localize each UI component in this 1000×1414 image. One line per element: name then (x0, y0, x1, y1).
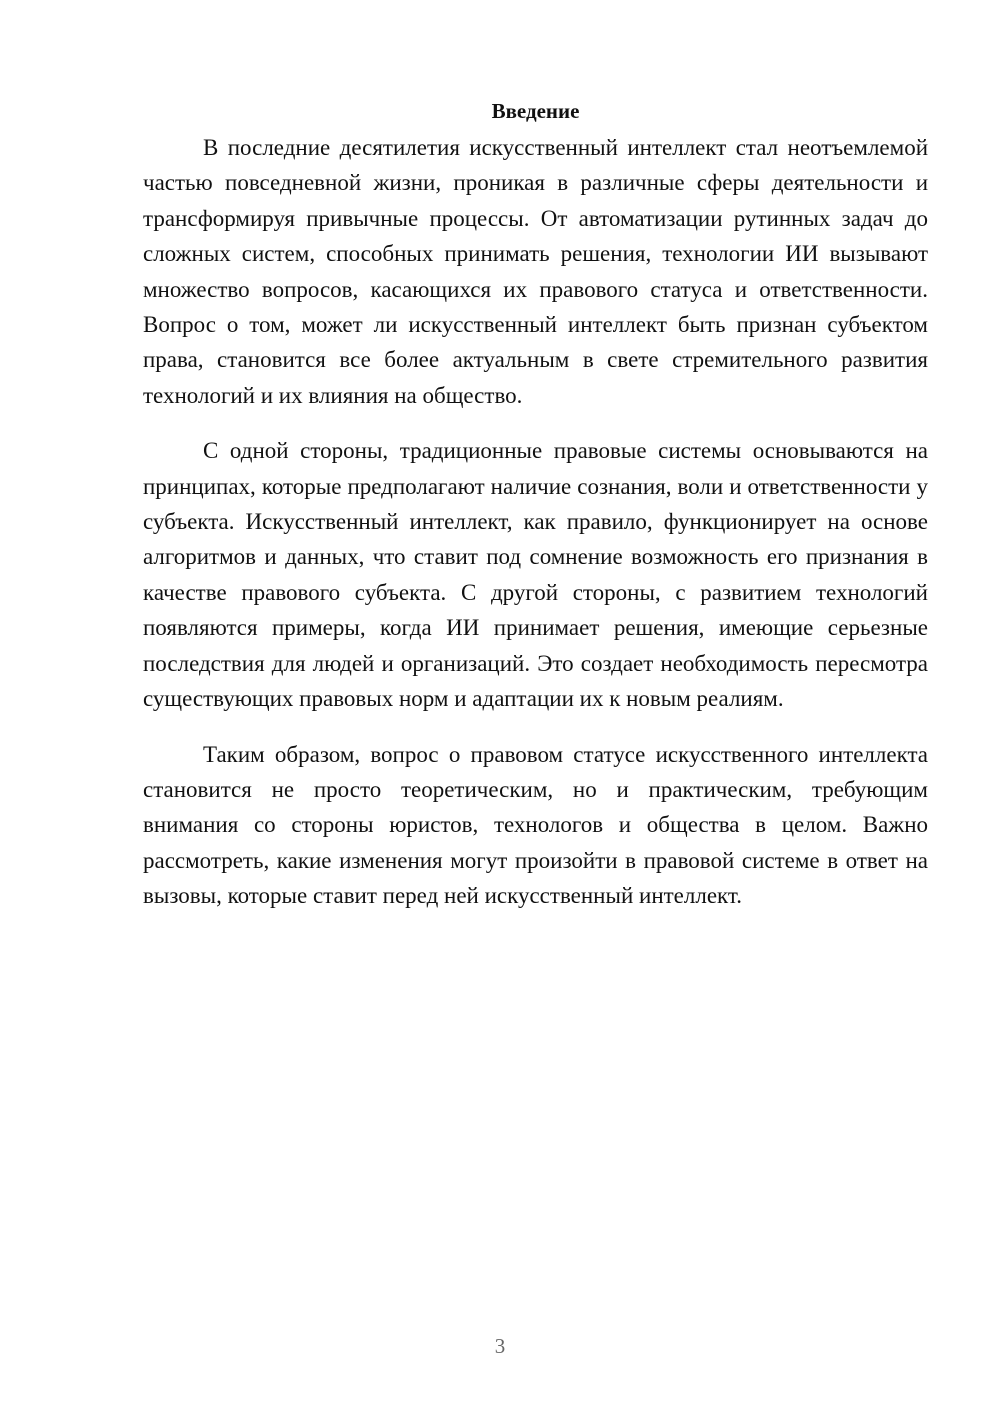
paragraph-3: Таким образом, вопрос о правовом статусе искусственного интеллекта становится не просто теоретическим, но и практическим, требующим внимания со стороны юристов, технологов и общества в целом. Важно рассмотреть, какие изменения могут произойти в правовой системе в ответ на вызовы, которые ставит перед ней искусственный интеллект. (143, 741, 928, 909)
section-heading: Введение (491, 99, 580, 123)
page-number: 3 (494, 1334, 506, 1358)
paragraph-1: В последние десятилетия искусственный интеллект стал неотъемлемой частью повседневной жизни, проникая в различные сферы деятельности и трансформируя привычные процессы. От автоматизации рутинных задач до сложных систем, способных принимать решения, технологии ИИ вызывают множество вопросов, касающихся их правового статуса и ответственности. Вопрос о том, может ли искусственный интеллект быть признан субъектом права, становится все более актуальным в свете стремительного развития технологий и их влияния на общество. (143, 135, 928, 408)
page-content (143, 96, 928, 934)
paragraph-2: С одной стороны, традиционные правовые системы основываются на принципах, которые предполагают наличие сознания, воли и ответственности у субъекта. Искусственный интеллект, как правило, функционирует на основе алгоритмов и данных, что ставит под сомнение возможность его признания в качестве правового субъекта. С другой стороны, с развитием технологий появляются примеры, когда ИИ принимает решения, имеющие серьезные последствия для людей и организаций. Это создает необходимость пересмотра существующих правовых норм и адаптации их к новым реалиям. (143, 438, 928, 712)
